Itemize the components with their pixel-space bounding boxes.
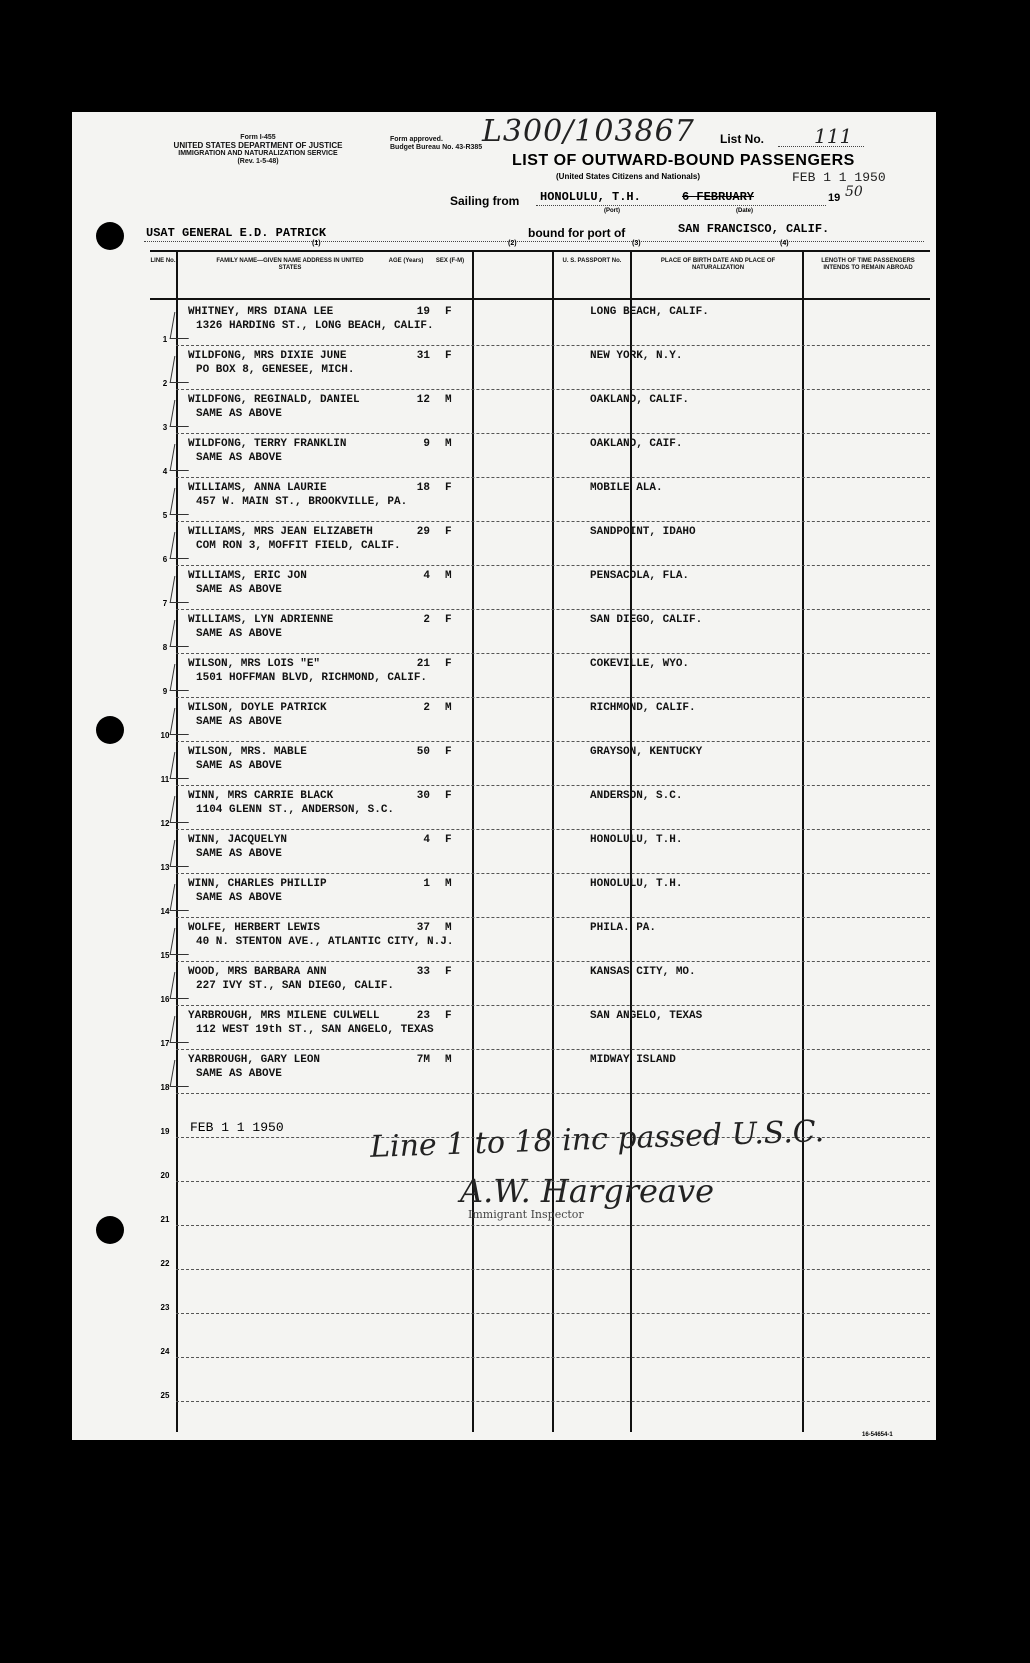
check-mark-icon — [170, 1016, 194, 1043]
passenger-address: 1501 HOFFMAN BLVD, RICHMOND, CALIF. — [196, 672, 428, 684]
check-mark-icon — [170, 400, 194, 427]
passenger-address: SAME AS ABOVE — [196, 760, 282, 772]
passenger-name: WILLIAMS, MRS JEAN ELIZABETH — [188, 526, 373, 538]
line-number: 5 — [162, 511, 168, 520]
row-separator — [176, 1401, 930, 1402]
passenger-sex: F — [445, 482, 452, 494]
place-of-birth: ANDERSON, S.C. — [590, 790, 683, 802]
place-of-birth: OAKLAND, CAIF. — [590, 438, 683, 450]
passenger-age: 33 — [416, 966, 430, 978]
line-number: 11 — [160, 775, 170, 784]
list-number-value: 111 — [814, 124, 853, 148]
check-mark-icon — [170, 576, 194, 603]
line-number: 20 — [160, 1171, 170, 1180]
passenger-age: 2 — [423, 702, 430, 714]
place-of-birth: SANDPOINT, IDAHO — [590, 526, 696, 538]
passenger-table — [150, 250, 930, 1432]
passenger-sex: M — [445, 394, 452, 406]
check-mark-icon — [170, 444, 194, 471]
agency-header — [148, 134, 368, 166]
col-header-sex: SEX (F-M) — [435, 258, 465, 264]
passenger-sex: F — [445, 790, 452, 802]
passenger-sex: M — [445, 1054, 452, 1066]
passenger-age: 4 — [423, 570, 430, 582]
place-of-birth: MIDWAY ISLAND — [590, 1054, 676, 1066]
check-mark-icon — [170, 972, 194, 999]
col-header-line: LINE No. — [150, 258, 176, 264]
form-approval — [390, 136, 482, 152]
departure-port: HONOLULU, T.H. — [540, 190, 641, 204]
line-number: 9 — [162, 687, 168, 696]
passenger-name: WOOD, MRS BARBARA ANN — [188, 966, 327, 978]
line-number: 17 — [160, 1039, 170, 1048]
table-row — [150, 1270, 930, 1314]
passenger-address: SAME AS ABOVE — [196, 892, 282, 904]
passenger-age: 31 — [416, 350, 430, 362]
table-row — [150, 478, 930, 522]
destination-port: SAN FRANCISCO, CALIF. — [678, 222, 830, 236]
check-mark-icon — [170, 532, 194, 559]
passenger-age: 19 — [416, 306, 430, 318]
line-number: 15 — [160, 951, 170, 960]
line-number: 22 — [160, 1259, 170, 1268]
place-of-birth: PHILA. PA. — [590, 922, 657, 934]
line-number: 19 — [160, 1127, 170, 1136]
passenger-age: 12 — [416, 394, 430, 406]
line-number: 7 — [162, 599, 168, 608]
sailing-line — [536, 205, 826, 206]
passenger-address: COM RON 3, MOFFIT FIELD, CALIF. — [196, 540, 401, 552]
form-approved-text: Form approved. — [390, 136, 443, 143]
table-row — [150, 874, 930, 918]
check-mark-icon — [170, 928, 194, 955]
line-number: 10 — [160, 731, 170, 740]
received-date-stamp: FEB 1 1 1950 — [792, 170, 886, 185]
bound-for-label: bound for port of — [528, 226, 626, 240]
check-mark-icon — [170, 356, 194, 383]
agency-service: IMMIGRATION AND NATURALIZATION SERVICE — [178, 150, 338, 157]
header-rule — [150, 298, 930, 300]
passenger-name: WHITNEY, MRS DIANA LEE — [188, 306, 334, 318]
passenger-address: SAME AS ABOVE — [196, 848, 282, 860]
sailing-from-label: Sailing from — [450, 194, 520, 208]
table-row — [150, 1358, 930, 1402]
passenger-age: 9 — [423, 438, 430, 450]
binder-hole — [96, 222, 124, 250]
line-number: 2 — [162, 379, 168, 388]
passenger-sex: F — [445, 966, 452, 978]
line-number: 21 — [160, 1215, 170, 1224]
column-number-3: (3) — [632, 240, 641, 247]
line-number: 8 — [162, 643, 168, 652]
binder-hole — [96, 1216, 124, 1244]
passenger-sex: F — [445, 746, 452, 758]
place-of-birth: GRAYSON, KENTUCKY — [590, 746, 703, 758]
revision: (Rev. 1-5-48) — [237, 158, 279, 165]
passenger-name: WOLFE, HERBERT LEWIS — [188, 922, 321, 934]
check-mark-icon — [170, 664, 194, 691]
passenger-age: 29 — [416, 526, 430, 538]
passenger-name: WILDFONG, REGINALD, DANIEL — [188, 394, 360, 406]
passenger-age: 30 — [416, 790, 430, 802]
passenger-sex: F — [445, 306, 452, 318]
passenger-address: 1104 GLENN ST., ANDERSON, S.C. — [196, 804, 395, 816]
passenger-name: WILSON, MRS. MABLE — [188, 746, 307, 758]
inspector-caption: Immigrant Inspector — [468, 1208, 584, 1221]
table-row — [150, 786, 930, 830]
list-number-label: List No. — [720, 132, 764, 146]
passenger-age: 21 — [416, 658, 430, 670]
ship-name: USAT GENERAL E.D. PATRICK — [146, 226, 327, 240]
passenger-age: 4 — [423, 834, 430, 846]
column-number-2: (2) — [508, 240, 517, 247]
place-of-birth: MOBILE ALA. — [590, 482, 663, 494]
year-value: 50 — [845, 184, 863, 200]
place-of-birth: OAKLAND, CALIF. — [590, 394, 690, 406]
table-row — [150, 654, 930, 698]
passenger-sex: F — [445, 614, 452, 626]
inspection-date-stamp: FEB 1 1 1950 — [190, 1120, 284, 1135]
passenger-name: YARBROUGH, GARY LEON — [188, 1054, 321, 1066]
table-row — [150, 434, 930, 478]
passenger-address: 40 N. STENTON AVE., ATLANTIC CITY, N.J. — [196, 936, 454, 948]
table-row — [150, 1226, 930, 1270]
check-mark-icon — [170, 708, 194, 735]
place-of-birth: HONOLULU, T.H. — [590, 834, 683, 846]
year-prefix: 19 — [828, 192, 841, 204]
place-of-birth: HONOLULU, T.H. — [590, 878, 683, 890]
binder-hole — [96, 716, 124, 744]
place-of-birth: RICHMOND, CALIF. — [590, 702, 696, 714]
passenger-name: WILSON, MRS LOIS "E" — [188, 658, 321, 670]
line-number: 14 — [160, 907, 170, 916]
table-row — [150, 742, 930, 786]
passenger-address: 457 W. MAIN ST., BROOKVILLE, PA. — [196, 496, 408, 508]
passenger-sex: M — [445, 922, 452, 934]
form-code: 16-54654-1 — [862, 1432, 893, 1438]
table-row — [150, 302, 930, 346]
sailing-date: 6 FEBRUARY — [682, 190, 755, 204]
column-number-4: (4) — [780, 240, 789, 247]
line-number: 1 — [162, 335, 168, 344]
passenger-address: SAME AS ABOVE — [196, 584, 282, 596]
manifest-page — [72, 112, 936, 1440]
column-number-1: (1) — [312, 240, 321, 247]
port-caption: (Port) — [604, 208, 620, 214]
line-number: 25 — [160, 1391, 170, 1400]
col-header-name: FAMILY NAME—GIVEN NAME ADDRESS IN UNITED STATES — [216, 258, 364, 271]
passenger-address: 227 IVY ST., SAN DIEGO, CALIF. — [196, 980, 395, 992]
passenger-age: 50 — [416, 746, 430, 758]
line-number: 16 — [160, 995, 170, 1004]
passenger-age: 37 — [416, 922, 430, 934]
table-row — [150, 1314, 930, 1358]
passenger-sex: F — [445, 834, 452, 846]
passenger-name: WILLIAMS, LYN ADRIENNE — [188, 614, 334, 626]
budget-bureau-number: Budget Bureau No. 43-R385 — [390, 144, 483, 151]
certification-note: Line 1 to 18 inc passed U.S.C. — [369, 1114, 825, 1165]
col-header-age: AGE (Years) — [388, 258, 424, 264]
passenger-age: 2 — [423, 614, 430, 626]
passenger-name: WILLIAMS, ERIC JON — [188, 570, 307, 582]
place-of-birth: PENSACOLA, FLA. — [590, 570, 690, 582]
passenger-sex: M — [445, 570, 452, 582]
line-number: 12 — [160, 819, 170, 828]
check-mark-icon — [170, 488, 194, 515]
place-of-birth: SAN DIEGO, CALIF. — [590, 614, 703, 626]
passenger-address: SAME AS ABOVE — [196, 452, 282, 464]
line-number: 23 — [160, 1303, 170, 1312]
passenger-age: 23 — [416, 1010, 430, 1022]
check-mark-icon — [170, 796, 194, 823]
check-mark-icon — [170, 1060, 194, 1087]
ship-line — [144, 241, 924, 242]
place-of-birth: KANSAS CITY, MO. — [590, 966, 696, 978]
passenger-name: WINN, JACQUELYN — [188, 834, 288, 846]
line-number: 24 — [160, 1347, 170, 1356]
table-row — [150, 962, 930, 1006]
table-row — [150, 830, 930, 874]
passenger-address: 1326 HARDING ST., LONG BEACH, CALIF. — [196, 320, 434, 332]
date-caption: (Date) — [736, 208, 754, 214]
document-subtitle: (United States Citizens and Nationals) — [556, 172, 701, 181]
passenger-age: 1 — [423, 878, 430, 890]
passenger-name: WINN, CHARLES PHILLIP — [188, 878, 327, 890]
line-number: 3 — [162, 423, 168, 432]
place-of-birth: COKEVILLE, WYO. — [590, 658, 690, 670]
passenger-address: SAME AS ABOVE — [196, 1068, 282, 1080]
place-of-birth: LONG BEACH, CALIF. — [590, 306, 709, 318]
handwritten-file-code: L300/103867 — [482, 114, 695, 149]
document-title: LIST OF OUTWARD-BOUND PASSENGERS — [512, 152, 855, 169]
line-number: 13 — [160, 863, 170, 872]
passenger-name: WILSON, DOYLE PATRICK — [188, 702, 327, 714]
check-mark-icon — [170, 884, 194, 911]
table-row — [150, 1050, 930, 1094]
agency-name: UNITED STATES DEPARTMENT OF JUSTICE — [173, 141, 343, 150]
inspector-signature: A.W. Hargreave — [460, 1172, 715, 1210]
passenger-sex: M — [445, 878, 452, 890]
table-row — [150, 346, 930, 390]
table-row — [150, 566, 930, 610]
passenger-age: 7M — [416, 1054, 430, 1066]
passenger-address: 112 WEST 19th ST., SAN ANGELO, TEXAS — [196, 1024, 434, 1036]
check-mark-icon — [170, 312, 194, 339]
line-number: 18 — [160, 1083, 170, 1092]
passenger-sex: F — [445, 526, 452, 538]
passenger-name: WILDFONG, TERRY FRANKLIN — [188, 438, 347, 450]
line-number: 6 — [162, 555, 168, 564]
table-row — [150, 390, 930, 434]
passenger-sex: F — [445, 658, 452, 670]
table-row — [150, 1006, 930, 1050]
table-row — [150, 918, 930, 962]
form-number: Form I-455 — [240, 134, 276, 141]
place-of-birth: SAN ANGELO, TEXAS — [590, 1010, 703, 1022]
col-header-time-abroad: LENGTH OF TIME PASSENGERS INTENDS TO REMAIN ABROAD — [821, 258, 915, 271]
col-header-birth: PLACE OF BIRTH DATE AND PLACE OF NATURALIZATION — [660, 258, 776, 271]
passenger-name: YARBROUGH, MRS MILENE CULWELL — [188, 1010, 380, 1022]
table-row — [150, 522, 930, 566]
place-of-birth: NEW YORK, N.Y. — [590, 350, 683, 362]
line-number: 4 — [162, 467, 168, 476]
passenger-address: SAME AS ABOVE — [196, 408, 282, 420]
passenger-sex: M — [445, 438, 452, 450]
passenger-sex: F — [445, 350, 452, 362]
col-header-passport: U. S. PASSPORT No. — [562, 258, 622, 264]
check-mark-icon — [170, 752, 194, 779]
passenger-sex: F — [445, 1010, 452, 1022]
passenger-address: SAME AS ABOVE — [196, 628, 282, 640]
passenger-sex: M — [445, 702, 452, 714]
check-mark-icon — [170, 840, 194, 867]
passenger-address: PO BOX 8, GENESEE, MICH. — [196, 364, 355, 376]
passenger-name: WILLIAMS, ANNA LAURIE — [188, 482, 327, 494]
passenger-name: WILDFONG, MRS DIXIE JUNE — [188, 350, 347, 362]
check-mark-icon — [170, 620, 194, 647]
table-row — [150, 610, 930, 654]
passenger-address: SAME AS ABOVE — [196, 716, 282, 728]
passenger-name: WINN, MRS CARRIE BLACK — [188, 790, 334, 802]
passenger-age: 18 — [416, 482, 430, 494]
table-row — [150, 698, 930, 742]
